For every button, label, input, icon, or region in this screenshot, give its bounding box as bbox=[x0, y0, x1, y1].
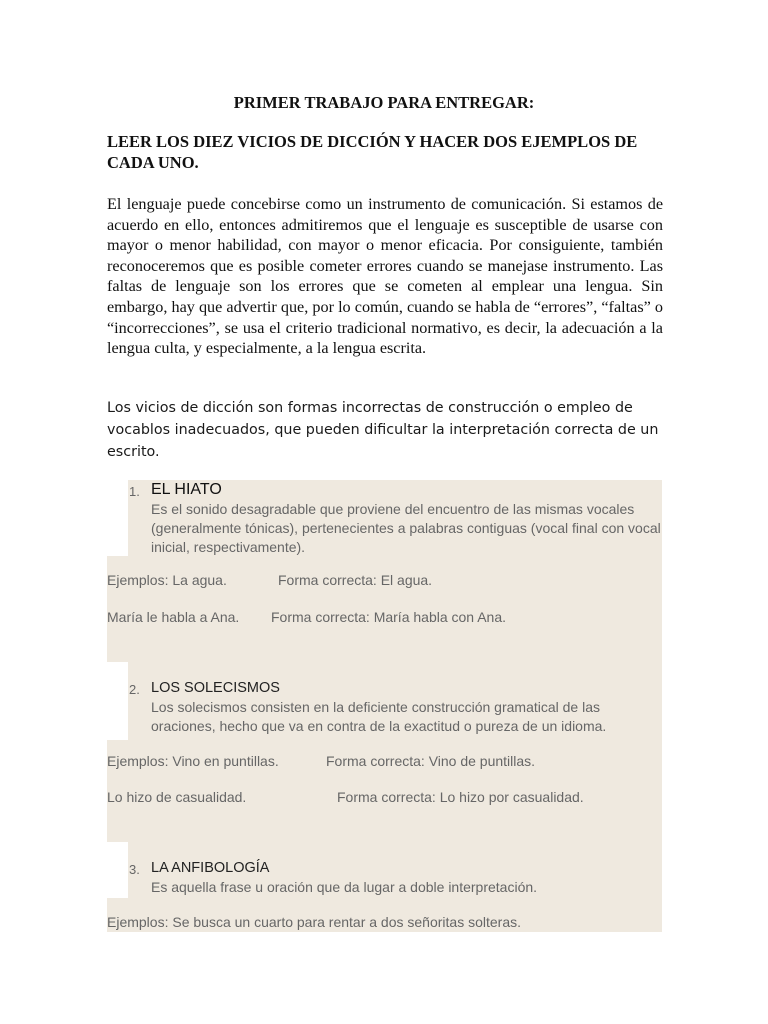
example-wrong: Ejemplos: La agua. bbox=[107, 572, 227, 588]
item-title: EL HIATO bbox=[151, 481, 222, 498]
example-wrong: María le habla a Ana. bbox=[107, 609, 240, 625]
assignment-heading: LEER LOS DIEZ VICIOS DE DICCIÓN Y HACER DOS EJEMPLOS DE CADA UNO. bbox=[107, 132, 638, 172]
intro-paragraph: El lenguaje puede concebirse como un instrumento de comunicación. Si estamos de acuerdo en ello, entonces admitiremos que el lenguaje es susceptible de usarse con mayor o menor habilidad, con mayor o menor eficacia. Por consiguiente, también reconoceremos que es posible cometer errores cuando se manejase instrumento. Las faltas de lenguaje son los errores que se cometen al emplear una lengua. Sin embargo, hay que advertir que, por lo común, cuando se habla de “errores”, “faltas” o “incorrecciones”, se usa el criterio tradicional normativo, es decir, la adecuación a la lengua culta, y especialmente, a la lengua escrita. bbox=[107, 195, 663, 358]
example-wrong: Lo hizo de casualidad. bbox=[107, 789, 247, 805]
item-number: 1. bbox=[129, 484, 140, 499]
item-number: 2. bbox=[129, 682, 140, 697]
example-correct: Forma correcta: María habla con Ana. bbox=[271, 609, 506, 625]
item-number: 3. bbox=[129, 862, 140, 877]
item-description: Los solecismos consisten en la deficiente construcción gramatical de las oraciones, hecho que va en contra de la exactitud o pureza de un idioma. bbox=[151, 699, 607, 734]
example-correct: Forma correcta: El agua. bbox=[278, 572, 433, 588]
example-wrong: Ejemplos: Vino en puntillas. bbox=[107, 753, 279, 769]
document-title: PRIMER TRABAJO PARA ENTREGAR: bbox=[233, 93, 535, 112]
example-correct: Forma correcta: Lo hizo por casualidad. bbox=[337, 789, 584, 805]
example-correct: Forma correcta: Vino de puntillas. bbox=[326, 753, 536, 769]
example-wrong: Ejemplos: Se busca un cuarto para rentar a dos señoritas solteras. bbox=[107, 914, 521, 930]
item-title: LA ANFIBOLOGÍA bbox=[151, 860, 270, 876]
definition-paragraph: Los vicios de dicción son formas incorrectas de construcción o empleo de vocablos inadecuados, que pueden dificultar la interpretación correcta de un escrito. bbox=[107, 400, 659, 460]
item-description: Es el sonido desagradable que proviene del encuentro de las mismas vocales (generalmente tónicas), pertenecientes a palabras contiguas (vocal final con vocal inicial, respectivamente). bbox=[151, 501, 661, 555]
item-title: LOS SOLECISMOS bbox=[151, 680, 280, 696]
item-description: Es aquella frase u oración que da lugar a doble interpretación. bbox=[151, 879, 538, 895]
